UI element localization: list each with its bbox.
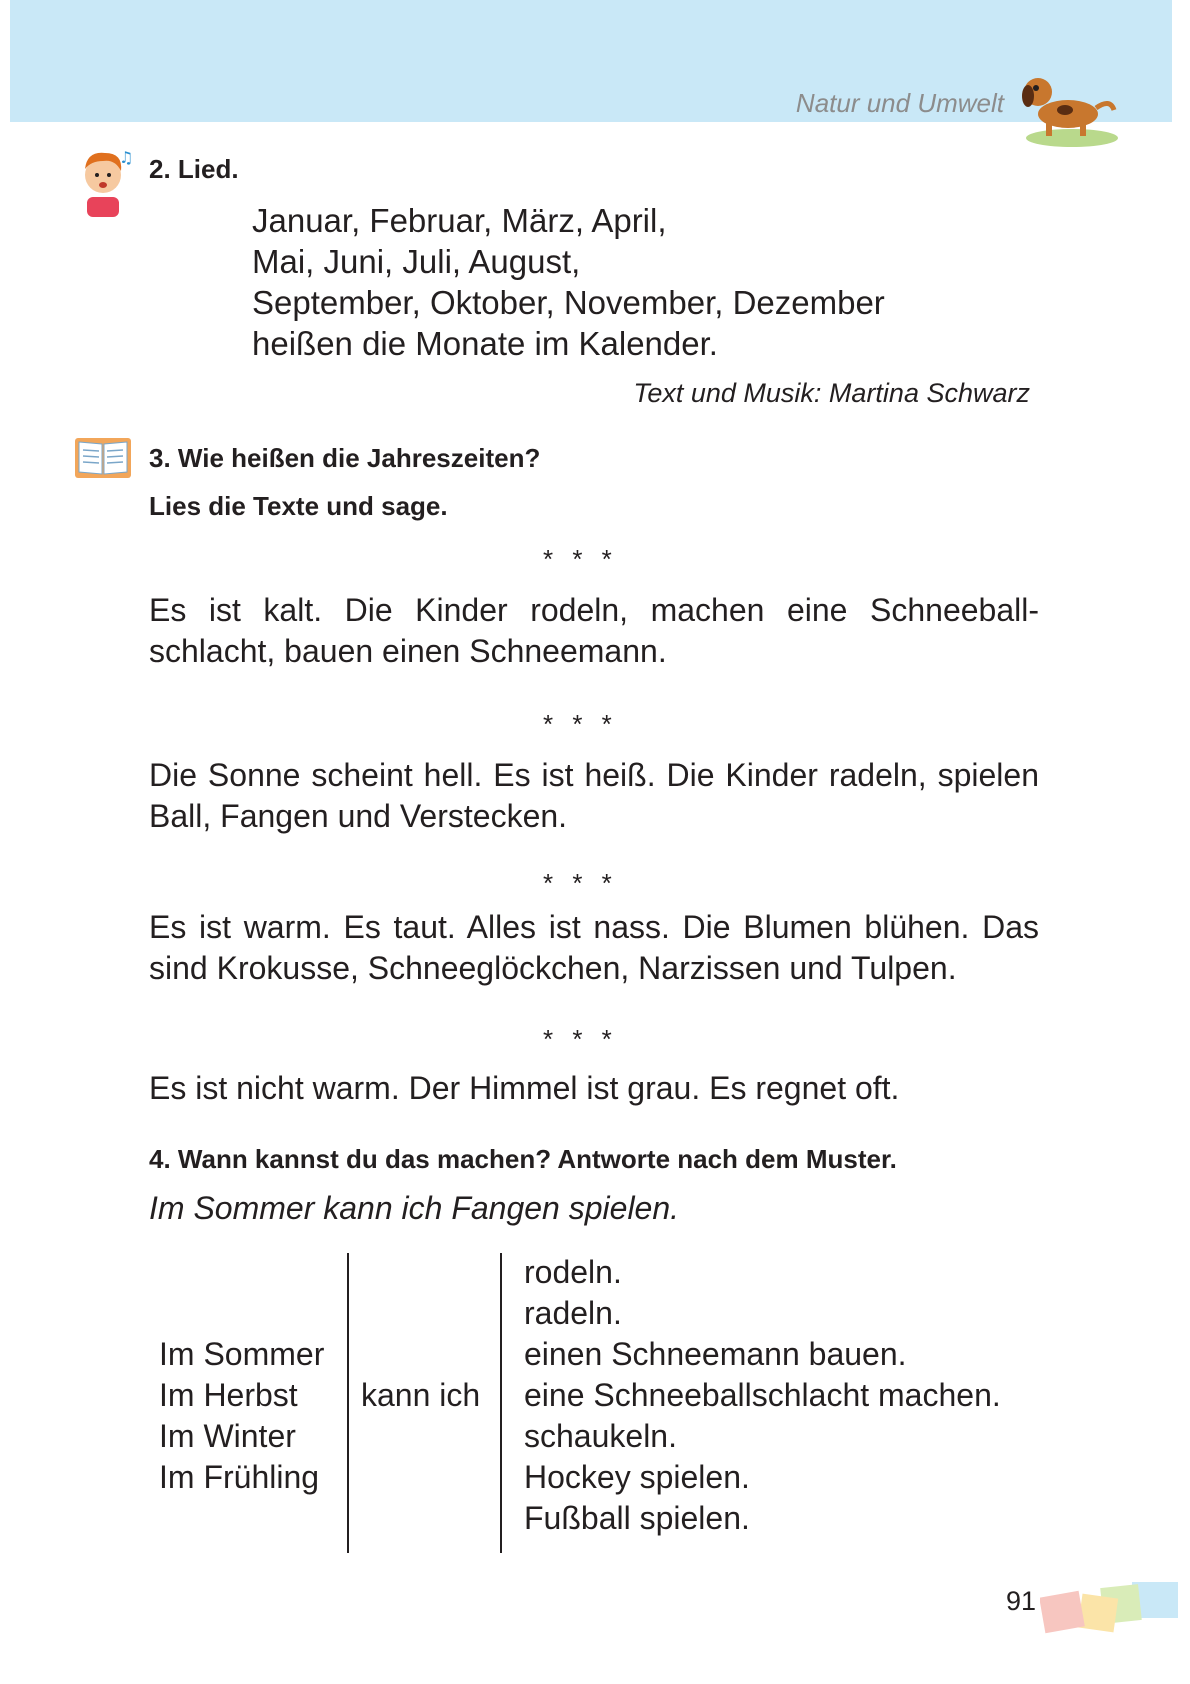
text-winter: Es ist kalt. Die Kinder rodeln, machen eine Schneeball-schlacht, bauen einen Schneemann. — [149, 592, 1039, 669]
svg-text:♫: ♫ — [119, 148, 134, 167]
season-item: Im Winter — [159, 1418, 296, 1454]
activity-item: rodeln. — [524, 1254, 622, 1290]
verb-column: kann ich — [361, 1377, 481, 1413]
activity-item: Hockey spielen. — [524, 1459, 750, 1495]
text-summer: Die Sonne scheint hell. Es ist heiß. Die Kinder radeln, spielen Ball, Fangen und Verstecken. — [149, 757, 1039, 834]
separator: * * * — [543, 1024, 618, 1054]
task3-title: 3. Wie heißen die Jahreszeiten? — [149, 443, 541, 473]
singing-child-icon — [75, 145, 137, 221]
song-line: Mai, Juni, Juli, August, — [252, 243, 581, 280]
section-title: Natur und Umwelt — [795, 88, 1004, 118]
corner-decoration — [1040, 1580, 1180, 1640]
song-line: Januar, Februar, März, April, — [252, 202, 667, 239]
activity-item: schaukeln. — [524, 1418, 677, 1454]
separator: * * * — [543, 544, 618, 574]
page-number: 91 — [1006, 1586, 1037, 1616]
activity-item: radeln. — [524, 1295, 622, 1331]
activity-item: einen Schneemann bauen. — [524, 1336, 907, 1372]
song-line: September, Oktober, November, Dezember — [252, 284, 885, 321]
text-autumn: Es ist nicht warm. Der Himmel ist grau. Es regnet oft. — [149, 1070, 900, 1106]
season-item: Im Frühling — [159, 1459, 320, 1495]
task4-title: 4. Wann kannst du das machen? Antworte nach dem Muster. — [149, 1144, 897, 1174]
separator: * * * — [543, 868, 618, 898]
table-divider — [500, 1253, 502, 1553]
song-lyrics — [252, 200, 885, 364]
task2-title: 2. Lied. — [149, 154, 239, 184]
song-credit: Text und Musik: Martina Schwarz — [633, 378, 1030, 408]
activity-item: Fußball spielen. — [524, 1500, 750, 1536]
task3-subtitle: Lies die Texte und sage. — [149, 491, 448, 521]
table-divider — [347, 1253, 349, 1553]
season-item: Im Herbst — [159, 1377, 298, 1413]
page-edge — [0, 0, 10, 240]
activity-item: eine Schneeballschlacht machen. — [524, 1377, 1001, 1413]
season-column — [159, 1334, 324, 1498]
song-line: heißen die Monate im Kalender. — [252, 325, 718, 362]
activity-column — [524, 1252, 1001, 1539]
task4-example: Im Sommer kann ich Fangen spielen. — [149, 1190, 680, 1226]
text-spring: Es ist warm. Es taut. Alles ist nass. Die Blumen blühen. Das sind Krokusse, Schneeglöckchen, Narzissen und Tulpen. — [149, 909, 1039, 986]
open-book-icon — [73, 434, 133, 482]
season-item: Im Sommer — [159, 1336, 325, 1372]
dog-icon — [1010, 62, 1120, 152]
separator: * * * — [543, 709, 618, 739]
